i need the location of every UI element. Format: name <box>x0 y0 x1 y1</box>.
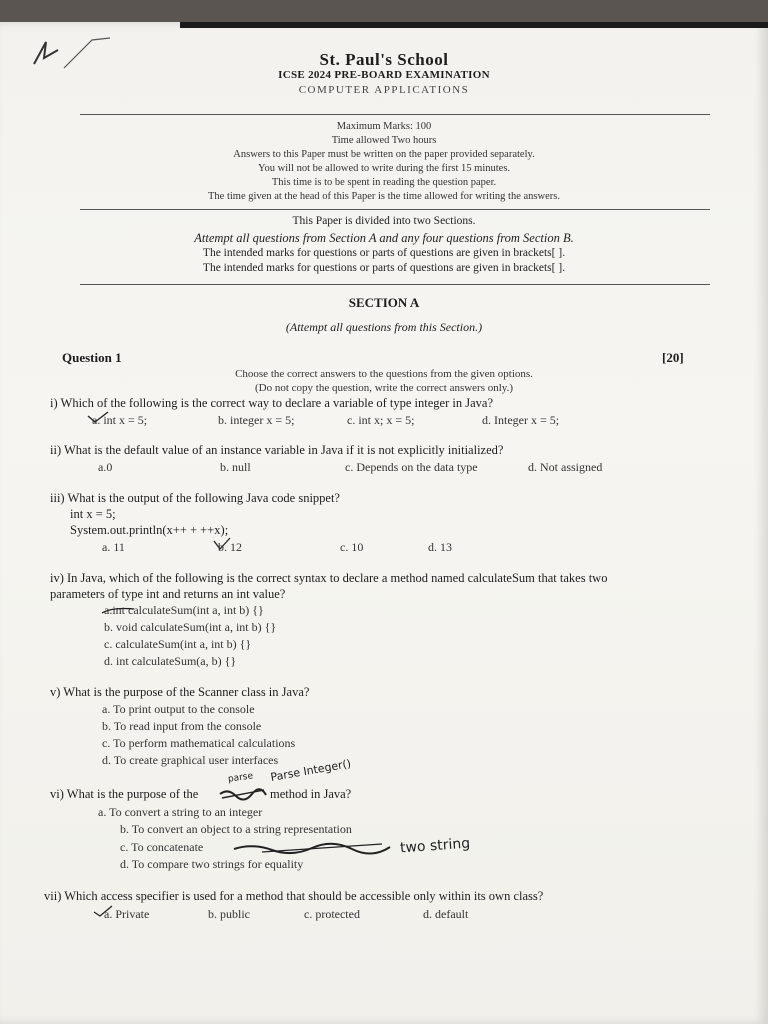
sections-info-line: The intended marks for questions or parts of questions are given in brackets[ ]. <box>202 262 566 274</box>
question-text: vii) Which access specifier is used for a method that should be accessible only within its own class? <box>44 889 544 903</box>
option: b. void calculateSum(int a, int b) {} <box>104 620 277 634</box>
option: c. To concatenate <box>120 840 204 854</box>
question-text: method in Java? <box>270 787 352 801</box>
option: b. null <box>220 460 251 474</box>
scratched-words <box>232 840 394 856</box>
handwritten-note: two string <box>399 835 471 857</box>
sections-info-line: This Paper is divided into two Sections. <box>292 215 476 227</box>
section-a-title: SECTION A <box>348 295 420 310</box>
instruction-line: The time given at the head of this Paper is the time allowed for writing the answers. <box>208 191 560 202</box>
option: a.int calculateSum(int a, int b) {} <box>104 603 264 617</box>
option: c. protected <box>304 907 360 921</box>
option: d. default <box>423 907 469 921</box>
option: b. To convert an object to a string representation <box>120 822 352 836</box>
scratched-word <box>218 786 268 802</box>
question-text: parameters of type int and returns an int value? <box>50 587 286 601</box>
question-instruction: Choose the correct answers to the questions from the given options. <box>235 368 533 380</box>
option: a.0 <box>98 460 113 474</box>
option: c. Depends on the data type <box>345 460 478 474</box>
code-line: int x = 5; <box>70 507 116 521</box>
section-a-subtitle: (Attempt all questions from this Section.) <box>285 320 483 334</box>
option: d. int calculateSum(a, b) {} <box>104 654 237 668</box>
tick-mark-icon <box>100 603 136 617</box>
option: a. 11 <box>102 540 125 554</box>
school-name: St. Paul's School <box>319 50 449 69</box>
divider <box>80 114 710 115</box>
instruction-line: This time is to be spent in reading the question paper. <box>271 177 497 188</box>
question-label: Question 1 <box>62 350 122 365</box>
question-text: iv) In Java, which of the following is the correct syntax to declare a method named calculateSum that takes two <box>50 571 608 585</box>
divider <box>80 209 710 210</box>
option: d. 13 <box>428 540 452 554</box>
option: a. To print output to the console <box>102 702 255 716</box>
question-text: ii) What is the default value of an instance variable in Java if it is not explicitly initialized? <box>50 443 504 457</box>
max-marks: Maximum Marks: 100 <box>336 121 432 132</box>
option: a. To convert a string to an integer <box>98 805 263 819</box>
paper-top-edge <box>180 22 768 28</box>
question-text: vi) What is the purpose of the <box>50 787 199 801</box>
option: a. int x = 5; <box>92 413 148 427</box>
option: d. Not assigned <box>528 460 603 474</box>
option: c. calculateSum(int a, int b) {} <box>104 637 252 651</box>
option: b. integer x = 5; <box>218 413 295 427</box>
option: c. To perform mathematical calculations <box>102 736 296 750</box>
exam-title: ICSE 2024 PRE-BOARD EXAMINATION <box>278 69 490 81</box>
handwritten-note: parse <box>227 771 254 785</box>
handwritten-note: Parse Integer() <box>269 757 353 784</box>
code-line: System.out.println(x++ + ++x); <box>70 523 229 537</box>
question-marks: [20] <box>662 350 684 365</box>
instruction-line: You will not be allowed to write during the first 15 minutes. <box>257 163 511 174</box>
subject-title: COMPUTER APPLICATIONS <box>298 84 470 96</box>
tick-mark-icon <box>92 904 114 918</box>
option: a. Private <box>104 907 150 921</box>
question-text: i) Which of the following is the correct way to declare a variable of type integer in Java? <box>50 396 493 410</box>
sections-info-attempt: Attempt all questions from Section A and any four questions from Section B. <box>194 231 574 245</box>
option: b. To read input from the console <box>102 719 262 733</box>
tick-mark-icon <box>86 410 110 424</box>
option: c. 10 <box>340 540 364 554</box>
instruction-line: Answers to this Paper must be written on the paper provided separately. <box>233 149 535 160</box>
question-instruction: (Do not copy the question, write the correct answers only.) <box>254 382 514 394</box>
tick-mark-icon <box>212 537 232 551</box>
time-allowed: Time allowed Two hours <box>331 135 437 146</box>
option: d. To create graphical user interfaces <box>102 753 279 767</box>
option: d. Integer x = 5; <box>482 413 560 427</box>
sections-info-line: The intended marks for questions or parts of questions are given in brackets[ ]. <box>202 247 566 259</box>
question-text: iii) What is the output of the following Java code snippet? <box>50 491 340 505</box>
option: c. int x; x = 5; <box>347 413 415 427</box>
option: b. public <box>208 907 250 921</box>
question-text: v) What is the purpose of the Scanner class in Java? <box>50 685 310 699</box>
divider <box>80 284 710 285</box>
option: d. To compare two strings for equality <box>120 857 304 871</box>
option: b. 12 <box>218 540 242 554</box>
